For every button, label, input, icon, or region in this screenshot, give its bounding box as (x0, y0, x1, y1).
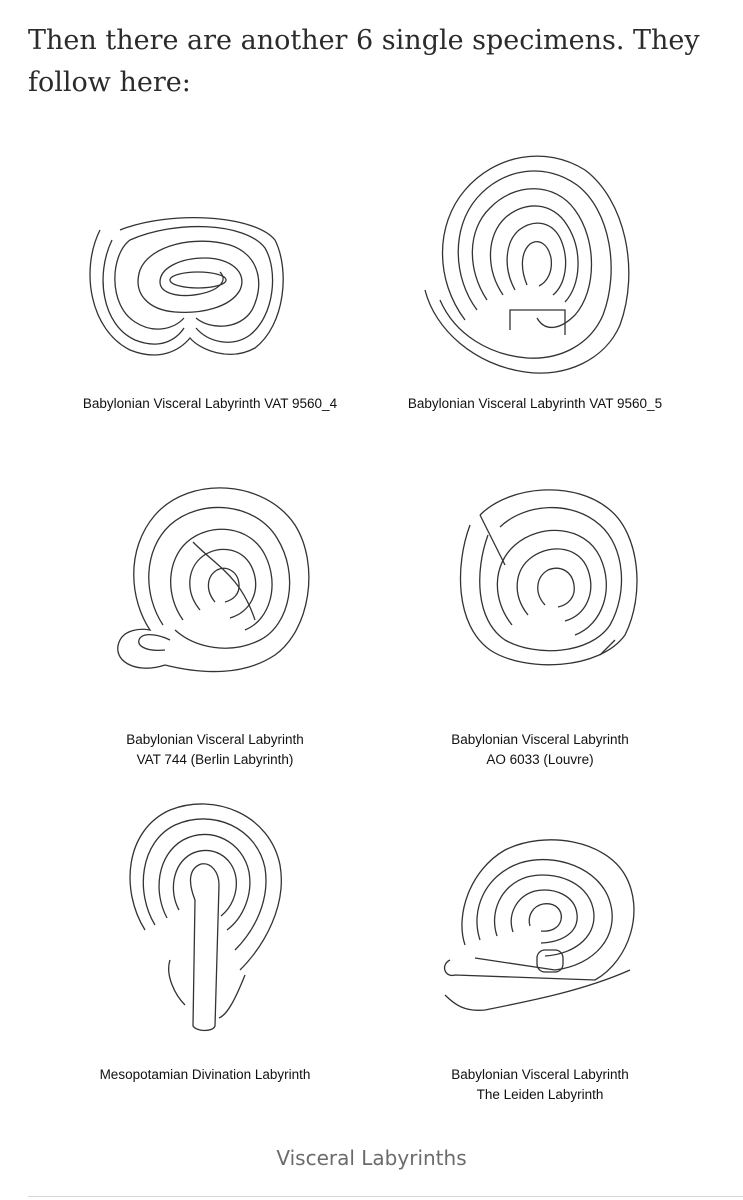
labyrinth-mesopotamian-drawing (115, 800, 295, 1035)
caption-vat-9560-4 (40, 394, 380, 414)
caption-vat-9560-5-line-1: Babylonian Visceral Labyrinth VAT 9560_5 (407, 396, 663, 411)
intro-line-1: Then there are another 6 single specimens. They (28, 25, 700, 56)
caption-mesopotamian-line-1: Mesopotamian Divination Labyrinth (99, 1067, 311, 1082)
labyrinth-figure (20, 140, 723, 1140)
caption-ao-6033-line-1: Babylonian Visceral Labyrinth (451, 732, 629, 747)
caption-vat-9560-4-line-1: Babylonian Visceral Labyrinth VAT 9560_4 (82, 396, 338, 411)
caption-mesopotamian (35, 1065, 375, 1085)
labyrinth-ao-6033-drawing (450, 485, 640, 675)
caption-ao-6033 (370, 730, 710, 770)
caption-vat-9560-5 (365, 394, 705, 414)
divider (28, 1196, 743, 1197)
caption-vat-744-line-1: Babylonian Visceral Labyrinth (126, 732, 304, 747)
labyrinth-vat-9560-5-drawing (415, 150, 645, 380)
intro-line-2: follow here: (28, 67, 191, 98)
labyrinth-leiden (445, 830, 645, 1030)
intro-paragraph (28, 20, 718, 104)
caption-leiden-line-1: Babylonian Visceral Labyrinth (451, 1067, 629, 1082)
labyrinth-vat-9560-5 (415, 150, 645, 380)
caption-vat-744-line-2: VAT 744 (Berlin Labyrinth) (136, 752, 294, 767)
labyrinth-vat-9560-4 (80, 210, 300, 370)
labyrinth-vat-744-drawing (105, 480, 320, 690)
labyrinth-vat-744 (105, 480, 320, 690)
caption-ao-6033-line-2: AO 6033 (Louvre) (486, 752, 594, 767)
labyrinth-ao-6033 (450, 485, 640, 675)
caption-vat-744 (45, 730, 385, 770)
labyrinth-leiden-drawing (445, 830, 645, 1030)
caption-leiden (370, 1065, 710, 1105)
figure-caption: Visceral Labyrinths (276, 1146, 467, 1170)
labyrinth-mesopotamian (115, 800, 295, 1035)
labyrinth-vat-9560-4-drawing (80, 210, 300, 370)
caption-leiden-line-2: The Leiden Labyrinth (476, 1087, 604, 1102)
